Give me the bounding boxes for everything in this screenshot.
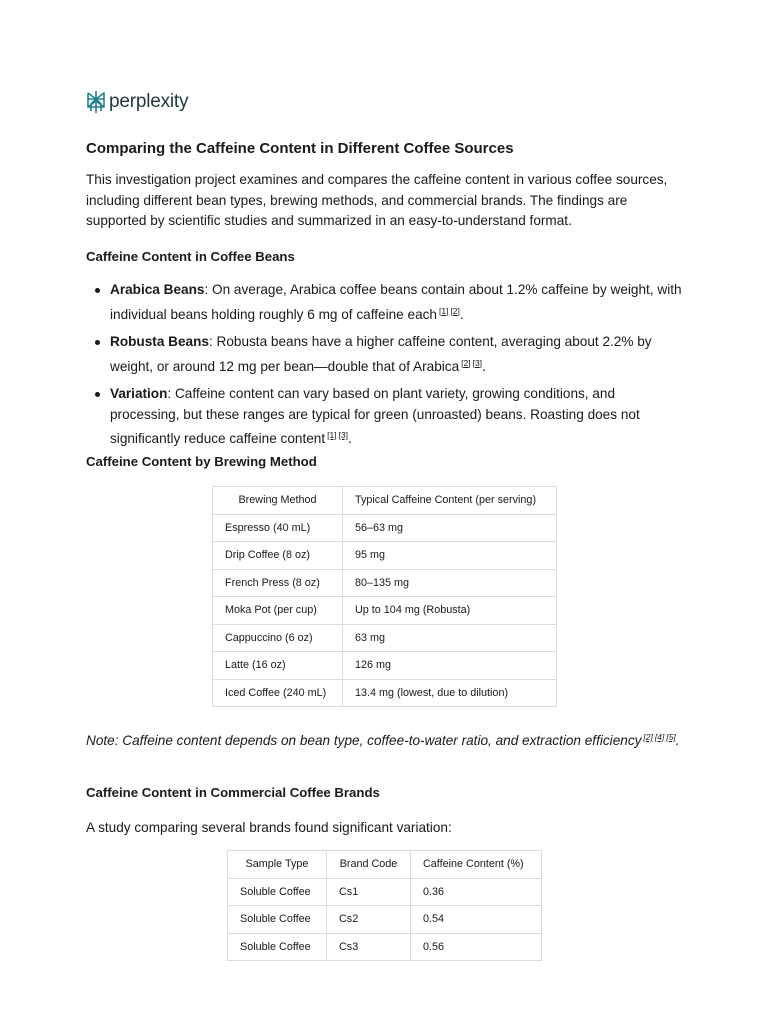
column-header: Sample Type: [228, 851, 327, 879]
brands-table: [227, 850, 542, 961]
note-end: .: [675, 733, 680, 748]
list-item-end: .: [348, 431, 352, 446]
table-cell: Soluble Coffee: [228, 906, 327, 934]
logo-text: perplexity: [109, 91, 189, 112]
table-row: [228, 906, 542, 934]
table-cell: 0.36: [411, 878, 542, 906]
table-cell: 126 mg: [343, 652, 557, 680]
citation-link[interactable]: [3]: [338, 430, 349, 440]
table-row: [213, 597, 557, 625]
list-item-label: Robusta Beans: [110, 334, 209, 349]
citation-link[interactable]: [3]: [472, 357, 483, 368]
brewing-heading: Caffeine Content by Brewing Method: [86, 454, 317, 469]
brands-intro: A study comparing several brands found significant variation:: [86, 820, 452, 835]
table-header-row: [213, 487, 557, 515]
table-cell: Up to 104 mg (Robusta): [343, 597, 557, 625]
list-item: [86, 280, 686, 325]
citation-link[interactable]: [1]: [438, 305, 449, 316]
table-cell: 56–63 mg: [343, 514, 557, 542]
brewing-table: [212, 486, 557, 707]
table-cell: Soluble Coffee: [228, 933, 327, 961]
table-row: [213, 624, 557, 652]
note-text: Note: Caffeine content depends on bean type, coffee-to-water ratio, and extraction efficiency: [86, 733, 642, 748]
table-header-row: [228, 851, 542, 879]
table-row: [213, 542, 557, 570]
list-item-label: Arabica Beans: [110, 282, 205, 297]
table-cell: 0.56: [411, 933, 542, 961]
list-item-text: : Robusta beans have a higher caffeine content, averaging about 2.2% by weight, or around 12 mg per bean—double that of Arabica: [110, 334, 652, 374]
intro-paragraph: This investigation project examines and compares the caffeine content in various coffee sources, including different bean types, brewing methods, and commercial brands. The findings are supported by scientific studies and summarized in an easy-to-understand format.: [86, 172, 668, 228]
table-row: [228, 933, 542, 961]
table-cell: 63 mg: [343, 624, 557, 652]
table-cell: Moka Pot (per cup): [213, 597, 343, 625]
table-cell: Cs2: [327, 906, 411, 934]
page-title: Comparing the Caffeine Content in Different Coffee Sources: [86, 140, 514, 157]
list-item-label: Variation: [110, 386, 168, 401]
table-row: [213, 569, 557, 597]
list-item-text: : On average, Arabica coffee beans contain about 1.2% caffeine by weight, with individual beans holding roughly 6 mg of caffeine each: [110, 282, 682, 322]
table-row: [228, 878, 542, 906]
table-cell: Cs1: [327, 878, 411, 906]
table-cell: 0.54: [411, 906, 542, 934]
list-item: [86, 332, 686, 377]
list-item-text: : Caffeine content can vary based on plant variety, growing conditions, and processing, but these ranges are typical for green (unroasted) beans. Roasting does not significantly reduce caffeine content: [110, 386, 640, 446]
citation-link[interactable]: [4]: [654, 732, 665, 742]
perplexity-logo[interactable]: [86, 88, 188, 116]
list-item-end: .: [459, 306, 464, 322]
table-cell: Cs3: [327, 933, 411, 961]
table-row: [213, 679, 557, 707]
perplexity-logo-icon: [86, 90, 106, 114]
table-cell: Cappuccino (6 oz): [213, 624, 343, 652]
table-cell: Iced Coffee (240 mL): [213, 679, 343, 707]
table-cell: Drip Coffee (8 oz): [213, 542, 343, 570]
table-cell: 13.4 mg (lowest, due to dilution): [343, 679, 557, 707]
citation-link[interactable]: [2]: [450, 305, 460, 316]
column-header: Brand Code: [327, 851, 411, 879]
citation-link[interactable]: [2]: [461, 357, 471, 368]
table-cell: Espresso (40 mL): [213, 514, 343, 542]
beans-heading: Caffeine Content in Coffee Beans: [86, 249, 295, 264]
citation-link[interactable]: [1]: [327, 430, 337, 440]
column-header: Brewing Method: [213, 487, 343, 515]
column-header: Caffeine Content (%): [411, 851, 542, 879]
table-row: [213, 652, 557, 680]
list-item-end: .: [482, 358, 486, 374]
list-item: [86, 384, 686, 450]
table-cell: 95 mg: [343, 542, 557, 570]
table-row: [213, 514, 557, 542]
beans-list: [86, 280, 686, 457]
table-cell: Soluble Coffee: [228, 878, 327, 906]
column-header: Typical Caffeine Content (per serving): [343, 487, 557, 515]
table-cell: French Press (8 oz): [213, 569, 343, 597]
table-cell: 80–135 mg: [343, 569, 557, 597]
brands-heading: Caffeine Content in Commercial Coffee Brands: [86, 785, 380, 800]
citation-link[interactable]: [5]: [666, 732, 676, 742]
citation-link[interactable]: [2]: [643, 732, 653, 742]
table-cell: Latte (16 oz): [213, 652, 343, 680]
brewing-note: [86, 727, 686, 752]
